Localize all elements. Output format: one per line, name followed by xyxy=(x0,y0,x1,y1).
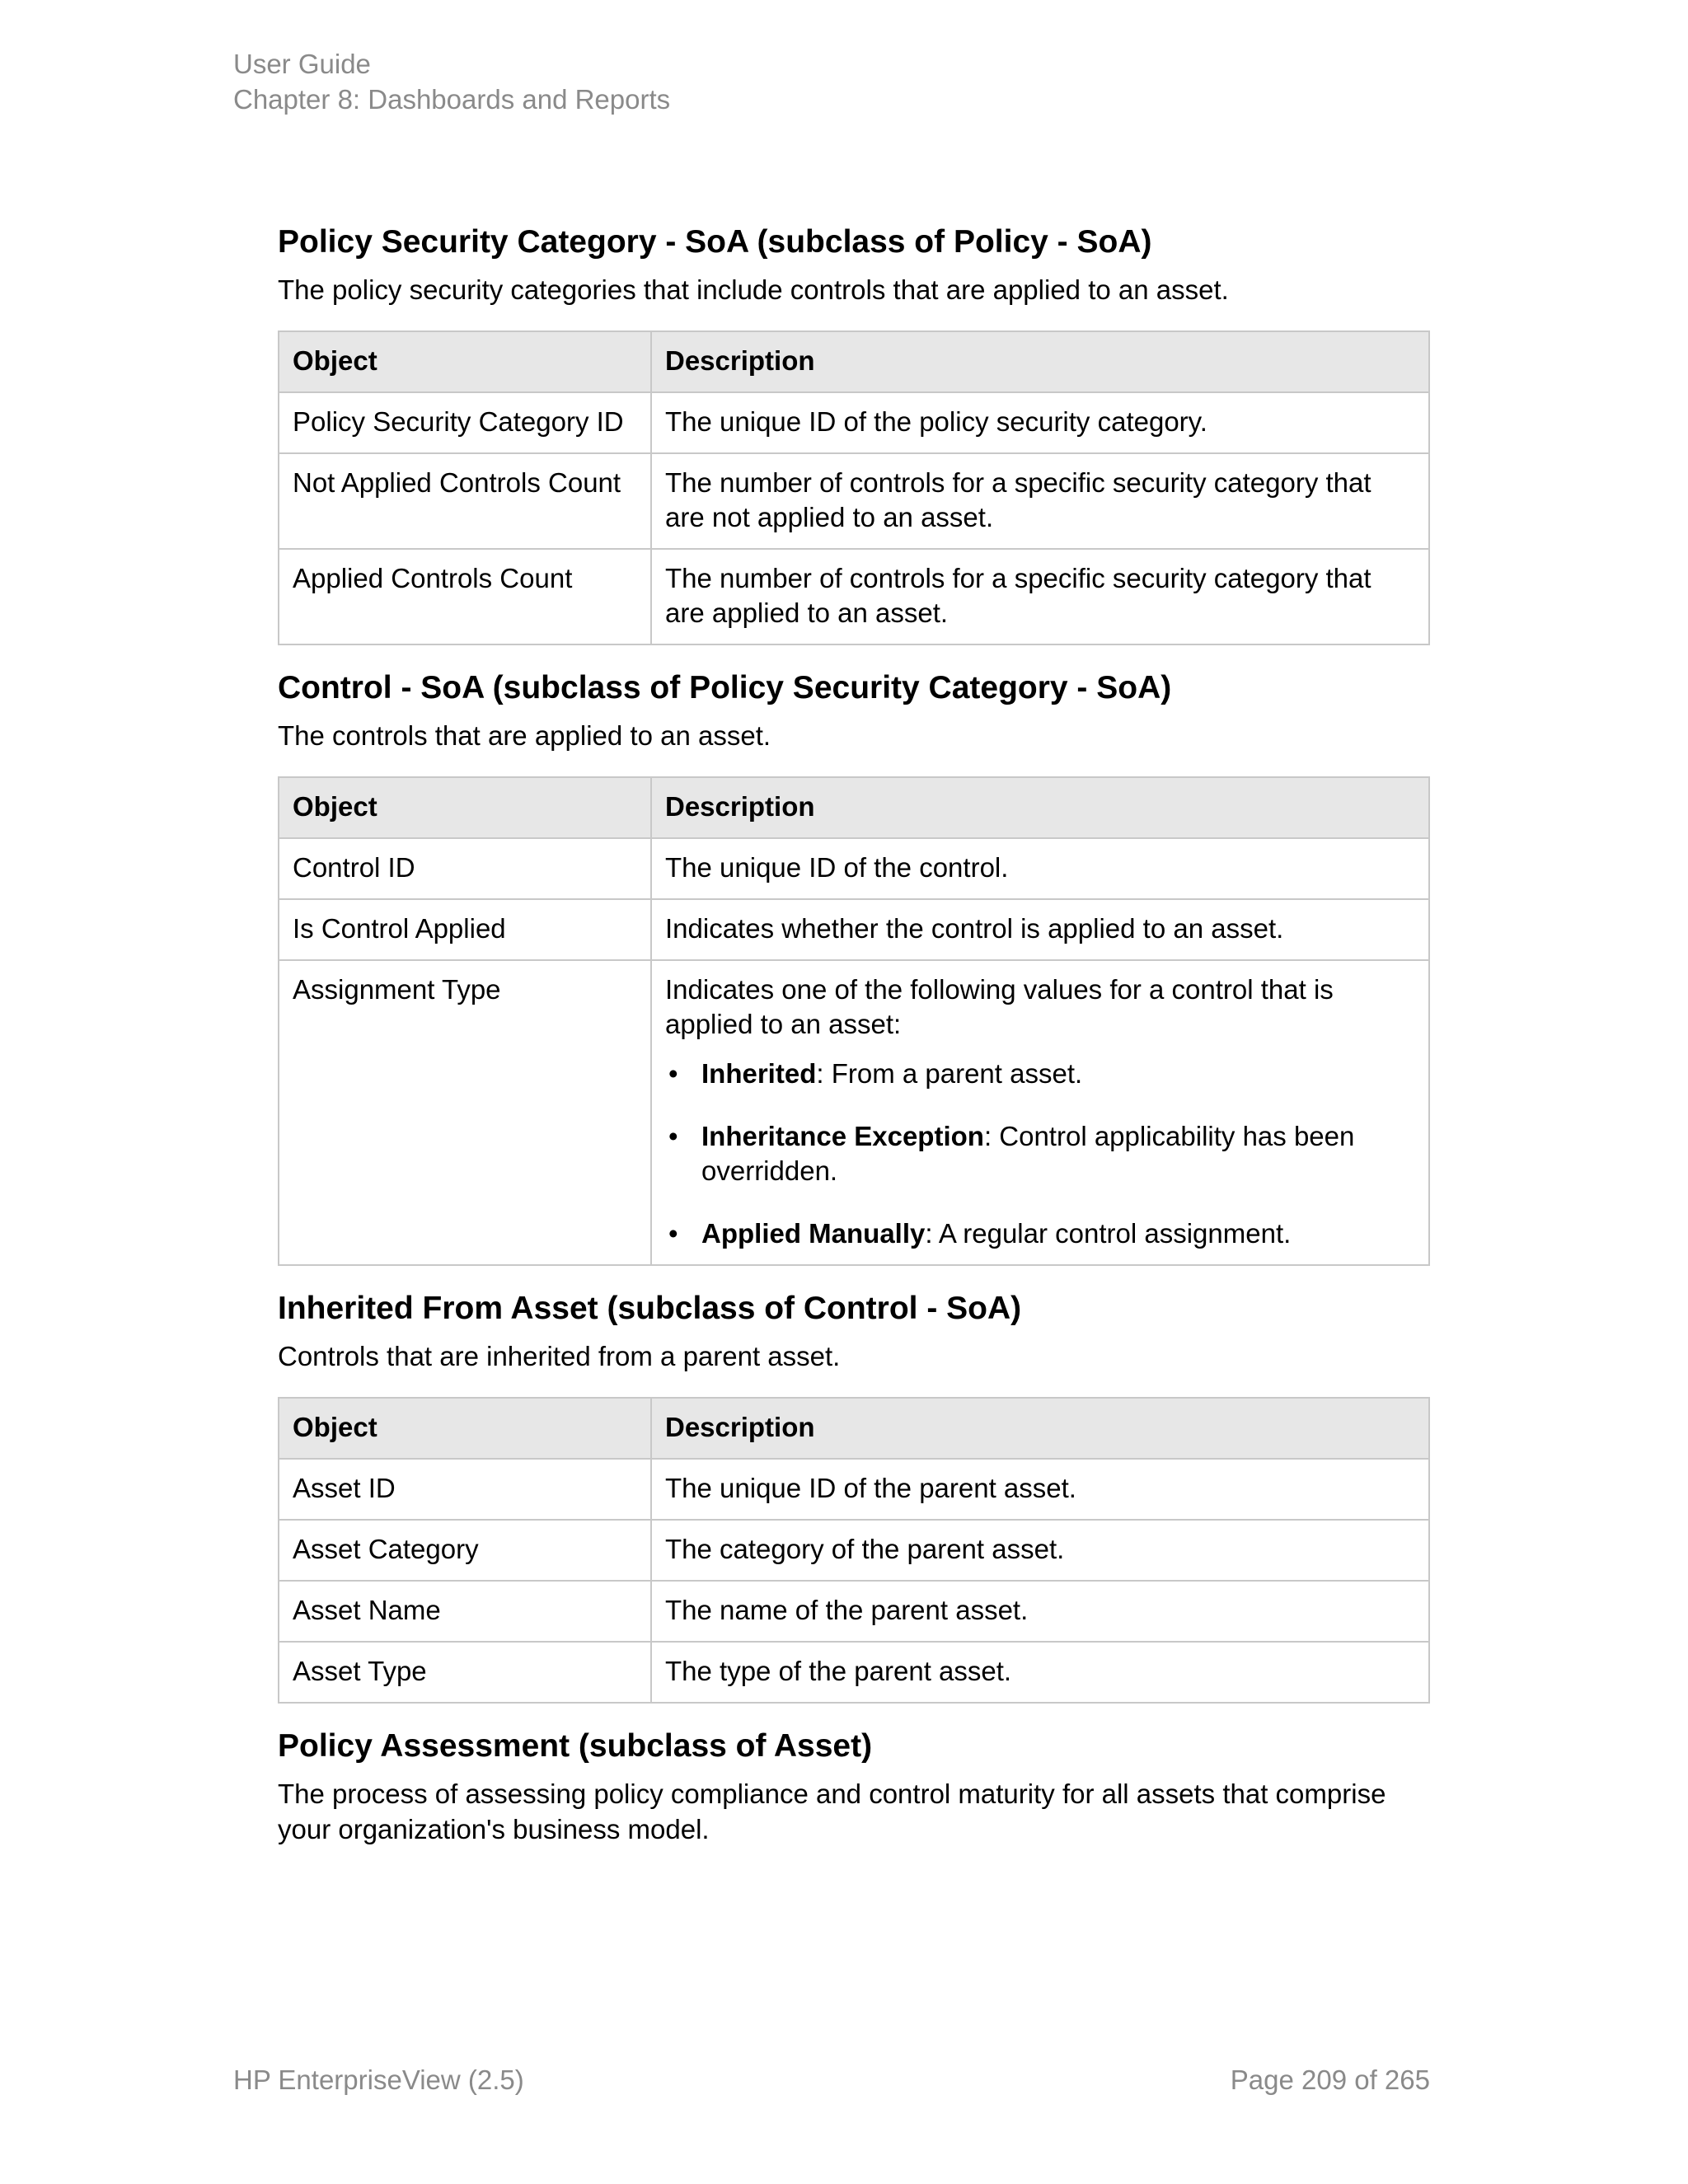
section-description: The policy security categories that include controls that are applied to an asset. xyxy=(278,274,1229,305)
table-row xyxy=(279,1520,1429,1581)
object-cell: Asset Name xyxy=(279,1581,651,1642)
column-header-description: Description xyxy=(651,1398,1429,1459)
description-cell xyxy=(651,960,1429,1265)
bullet-icon: • xyxy=(668,1058,678,1089)
object-cell: Control ID xyxy=(279,838,651,899)
bullet-icon: • xyxy=(668,1218,678,1249)
object-cell: Asset Category xyxy=(279,1520,651,1581)
description-cell: The number of controls for a specific security category that are applied to an asset. xyxy=(651,549,1429,644)
section-title-inherited-from-asset: Inherited From Asset (subclass of Control - SoA) xyxy=(278,1291,1022,1326)
table-row xyxy=(279,1581,1429,1642)
table-row xyxy=(279,1642,1429,1703)
assignment-type-intro: Indicates one of the following values for a control that is applied to an asset: xyxy=(665,974,1334,1039)
section-title-control-soa: Control - SoA (subclass of Policy Security Category - SoA) xyxy=(278,670,1172,705)
description-cell: The unique ID of the parent asset. xyxy=(651,1459,1429,1520)
value-text: : A regular control assignment. xyxy=(925,1218,1292,1249)
list-item xyxy=(665,1057,1415,1091)
description-cell: Indicates whether the control is applied to an asset. xyxy=(651,899,1429,960)
guide-title: User Guide xyxy=(233,49,371,79)
object-cell: Not Applied Controls Count xyxy=(279,453,651,549)
table-row xyxy=(279,453,1429,549)
description-cell: The number of controls for a specific security category that are not applied to an asset. xyxy=(651,453,1429,549)
assignment-type-list xyxy=(665,1057,1415,1251)
object-cell: Policy Security Category ID xyxy=(279,392,651,453)
running-header xyxy=(233,46,670,117)
description-cell: The name of the parent asset. xyxy=(651,1581,1429,1642)
section-description: The process of assessing policy compliance and control maturity for all assets that comprise your organization's business model. xyxy=(278,1779,1386,1844)
value-text: : From a parent asset. xyxy=(816,1058,1083,1089)
section-description: The controls that are applied to an asset. xyxy=(278,720,771,751)
page-number: Page 209 of 265 xyxy=(1230,2064,1430,2095)
description-cell: The type of the parent asset. xyxy=(651,1642,1429,1703)
running-footer xyxy=(233,2062,1430,2097)
control-soa-table xyxy=(278,776,1430,1266)
table-header-row xyxy=(279,777,1429,838)
object-cell: Assignment Type xyxy=(279,960,651,1265)
section-description: Controls that are inherited from a parent asset. xyxy=(278,1341,841,1371)
value-term: Applied Manually xyxy=(701,1218,926,1249)
value-text: : Control applicability has been overridden. xyxy=(701,1121,1355,1186)
object-cell: Is Control Applied xyxy=(279,899,651,960)
chapter-title: Chapter 8: Dashboards and Reports xyxy=(233,84,671,115)
description-cell: The category of the parent asset. xyxy=(651,1520,1429,1581)
section-title-policy-security-category: Policy Security Category - SoA (subclass of Policy - SoA) xyxy=(278,224,1152,260)
column-header-description: Description xyxy=(651,331,1429,392)
table-row xyxy=(279,899,1429,960)
table-header-row xyxy=(279,331,1429,392)
page-content xyxy=(278,223,1430,1870)
table-header-row xyxy=(279,1398,1429,1459)
list-item xyxy=(665,1216,1415,1251)
description-cell: The unique ID of the control. xyxy=(651,838,1429,899)
table-row xyxy=(279,549,1429,644)
object-cell: Asset Type xyxy=(279,1642,651,1703)
table-row xyxy=(279,1459,1429,1520)
bullet-icon: • xyxy=(668,1121,678,1151)
table-row xyxy=(279,392,1429,453)
object-cell: Applied Controls Count xyxy=(279,549,651,644)
inherited-from-asset-table xyxy=(278,1397,1430,1704)
column-header-object: Object xyxy=(279,777,651,838)
column-header-object: Object xyxy=(279,331,651,392)
description-cell: The unique ID of the policy security category. xyxy=(651,392,1429,453)
value-term: Inheritance Exception xyxy=(701,1121,984,1151)
object-cell: Asset ID xyxy=(279,1459,651,1520)
table-row xyxy=(279,838,1429,899)
policy-security-category-table xyxy=(278,330,1430,645)
list-item xyxy=(665,1119,1415,1188)
table-row xyxy=(279,960,1429,1265)
column-header-object: Object xyxy=(279,1398,651,1459)
column-header-description: Description xyxy=(651,777,1429,838)
product-name: HP EnterpriseView (2.5) xyxy=(233,2064,524,2095)
value-term: Inherited xyxy=(701,1058,817,1089)
section-title-policy-assessment: Policy Assessment (subclass of Asset) xyxy=(278,1728,873,1764)
